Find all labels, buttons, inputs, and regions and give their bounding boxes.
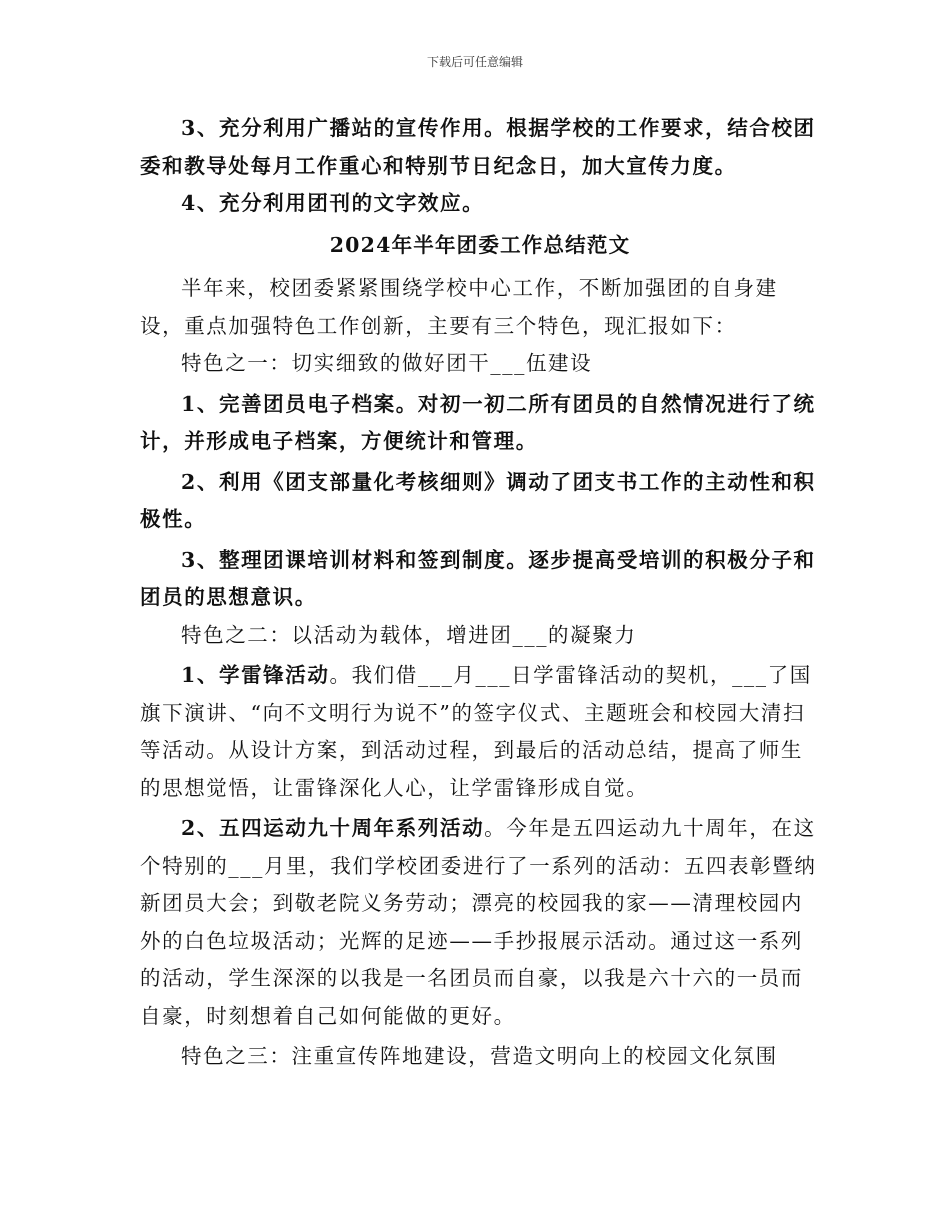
paragraph-broadcast: 3、充分利用广播站的宣传作用。根据学校的工作要求，结合校团委和教导处每月工作重心和特别节日纪念日，加大宣传力度。 <box>140 116 816 178</box>
intro-paragraph: 半年来，校团委紧紧围绕学校中心工作，不断加强团的自身建设，重点加强特色工作创新，主要有三个特色，现汇报如下： <box>140 276 778 338</box>
feature2-item-2-body: 。今年是五四运动九十周年，在这个特别的___月里，我们学校团委进行了一系列的活动：五四表彰暨纳新团员大会；到敬老院义务劳动；漂亮的校园我的家——清理校园内外的白色垃圾活动；光辉的足迹——手抄报展示活动。通过这一系列的活动，学生深深的以我是一名团员而自豪，以我是六十六的一员而自豪，时刻想着自己如何能做的更好。 <box>140 816 817 1028</box>
page-header: 下载后可任意编辑 <box>426 55 523 69</box>
feature2-item-1 <box>140 657 820 807</box>
feature1-item-3: 3、整理团课培训材料和签到制度。逐步提高受培训的积极分子和团员的思想意识。 <box>140 547 816 609</box>
feature2-item-1-lead: 1、学雷锋活动 <box>181 663 330 687</box>
feature2-item-2-lead: 2、五四运动九十周年系列活动 <box>181 816 485 840</box>
feature-heading-3: 特色之三：注重宣传阵地建设，营造文明向上的校园文化氛围 <box>181 1044 778 1068</box>
feature-heading-2: 特色之二：以活动为载体，增进团___的凝聚力 <box>181 622 637 647</box>
paragraph-journal: 4、充分利用团刊的文字效应。 <box>181 191 485 215</box>
document-title: 2024年半年团委工作总结范文 <box>329 232 631 257</box>
document-body <box>140 110 820 1076</box>
feature-heading-1: 特色之一：切实细致的做好团干___伍建设 <box>181 351 593 375</box>
feature2-item-1-body: 。我们借___月___日学雷锋活动的契机，___了国旗下演讲、“向不文明行为说不”的签字仪式、主题班会和校园大清扫等活动。从设计方案，到活动过程，到最后的活动总结，提高了师生的思想觉悟，让雷锋深化人心，让学雷锋形成自觉。 <box>140 663 812 800</box>
feature2-item-2 <box>140 810 820 1035</box>
feature1-item-1: 1、完善团员电子档案。对初一初二所有团员的自然情况进行了统计，并形成电子档案，方便统计和管理。 <box>140 391 816 453</box>
feature1-item-2: 2、利用《团支部量化考核细则》调动了团支书工作的主动性和积极性。 <box>140 469 816 531</box>
